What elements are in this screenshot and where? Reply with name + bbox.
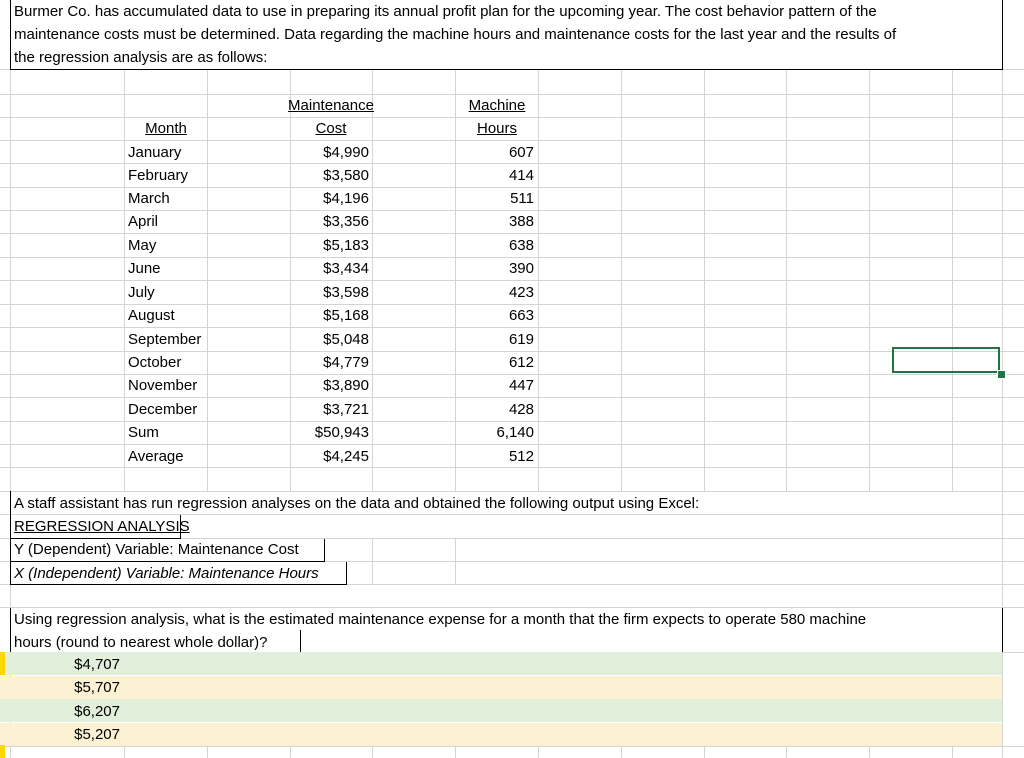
header-hours-bottom: Hours [476, 120, 517, 137]
sum-hours[interactable]: 6,140 [496, 424, 534, 441]
month-cell[interactable]: September [128, 331, 202, 348]
hours-cell[interactable]: 638 [508, 237, 534, 254]
average-label[interactable]: Average [128, 448, 184, 465]
month-cell[interactable]: January [128, 144, 182, 161]
fill-handle[interactable] [997, 370, 1006, 379]
cost-cell[interactable]: $3,580 [323, 167, 369, 184]
average-cost[interactable]: $4,245 [323, 448, 369, 465]
hours-cell[interactable]: 428 [508, 401, 534, 418]
cost-cell[interactable]: $5,168 [323, 307, 369, 324]
answer-band-2 [0, 676, 1002, 699]
header-cost-bottom: Cost [315, 120, 347, 137]
cost-cell[interactable]: $5,183 [323, 237, 369, 254]
cost-cell[interactable]: $4,779 [323, 354, 369, 371]
header-month: Month [145, 120, 187, 137]
hours-cell[interactable]: 423 [508, 284, 534, 301]
answer-option-2[interactable]: $5,707 [74, 679, 120, 696]
hours-cell[interactable]: 612 [508, 354, 534, 371]
month-cell[interactable]: March [128, 190, 170, 207]
month-cell[interactable]: October [128, 354, 182, 371]
answer-band-3 [0, 699, 1002, 722]
question-line-2: hours (round to nearest whole dollar)? [14, 634, 268, 651]
answer-marker [0, 652, 5, 675]
cost-cell[interactable]: $4,990 [323, 144, 369, 161]
answer-marker [0, 745, 5, 758]
hours-cell[interactable]: 388 [508, 213, 534, 230]
cost-cell[interactable]: $3,721 [323, 401, 369, 418]
intro-line-2: maintenance costs must be determined. Data regarding the machine hours and maintenance costs for the last year and the results of [14, 26, 897, 43]
dependent-variable: Y (Dependent) Variable: Maintenance Cost [14, 541, 299, 558]
answer-option-4[interactable]: $5,207 [74, 726, 120, 743]
header-hours-top: Machine [468, 97, 526, 114]
cost-cell[interactable]: $3,598 [323, 284, 369, 301]
hours-cell[interactable]: 663 [508, 307, 534, 324]
cost-cell[interactable]: $3,356 [323, 213, 369, 230]
answer-option-3[interactable]: $6,207 [74, 703, 120, 720]
regression-intro: A staff assistant has run regression analyses on the data and obtained the following output using Excel: [14, 495, 700, 512]
hours-cell[interactable]: 390 [508, 260, 534, 277]
hours-cell[interactable]: 619 [508, 331, 534, 348]
month-cell[interactable]: November [128, 377, 198, 394]
independent-variable: X (Independent) Variable: Maintenance Hours [14, 565, 319, 582]
hours-cell[interactable]: 607 [508, 144, 534, 161]
hours-cell[interactable]: 511 [510, 190, 534, 207]
answer-band-4 [0, 723, 1002, 746]
month-cell[interactable]: February [128, 167, 189, 184]
month-cell[interactable]: December [128, 401, 198, 418]
answer-option-1[interactable]: $4,707 [74, 656, 120, 673]
month-cell[interactable]: June [128, 260, 161, 277]
cost-cell[interactable]: $3,434 [323, 260, 369, 277]
month-cell[interactable]: April [128, 213, 159, 230]
question-line-1: Using regression analysis, what is the estimated maintenance expense for a month that the firm expects to operate 580 machine [14, 611, 867, 628]
month-cell[interactable]: August [128, 307, 175, 324]
average-hours[interactable]: 512 [508, 448, 534, 465]
cost-cell[interactable]: $4,196 [323, 190, 369, 207]
month-cell[interactable]: May [128, 237, 157, 254]
sum-cost[interactable]: $50,943 [314, 424, 369, 441]
intro-line-3: the regression analysis are as follows: [14, 49, 268, 66]
cost-cell[interactable]: $5,048 [323, 331, 369, 348]
month-cell[interactable]: July [128, 284, 155, 301]
selected-cell[interactable] [892, 347, 1000, 373]
answer-band-1 [0, 652, 1002, 675]
hours-cell[interactable]: 414 [508, 167, 534, 184]
hours-cell[interactable]: 447 [508, 377, 534, 394]
intro-line-1: Burmer Co. has accumulated data to use in preparing its annual profit plan for the upcoming year. The cost behavior pattern of the [14, 3, 877, 20]
sum-label[interactable]: Sum [128, 424, 159, 441]
cost-cell[interactable]: $3,890 [323, 377, 369, 394]
header-cost-top: Maintenance [288, 97, 374, 114]
regression-heading: REGRESSION ANALYSIS [14, 518, 190, 535]
